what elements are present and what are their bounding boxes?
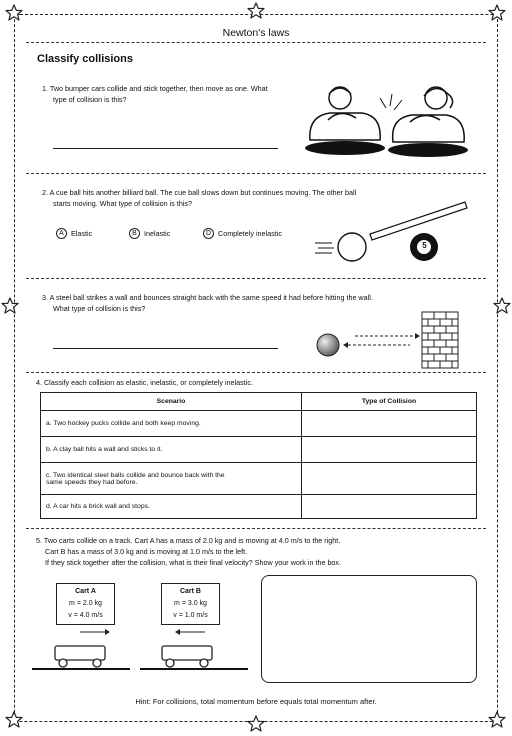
option-a-letter: A: [56, 228, 67, 239]
question-5-line3: If they stick together after the collision, what is their final velocity? Show your work in the box.: [45, 558, 342, 567]
star-icon: [489, 712, 505, 727]
cart-a-velocity: v = 4.0 m/s: [68, 612, 103, 619]
carts-on-track-illustration: [30, 625, 250, 675]
billiard-ball-number: 5: [422, 241, 427, 250]
question-1-line2: type of collision is this?: [53, 95, 127, 104]
option-d[interactable]: [203, 228, 282, 239]
table-cell-answer[interactable]: [302, 495, 477, 519]
star-icon: [2, 298, 18, 313]
option-a-label: Elastic: [71, 229, 93, 238]
scenario-text: a. Two hockey pucks collide and both keep moving.: [46, 420, 201, 427]
question-3-line1: 3. A steel ball strikes a wall and bounces straight back with the same speed it had before hitting the wall.: [42, 293, 373, 302]
cart-a-info: [56, 583, 115, 625]
table-row: [41, 463, 477, 495]
scenario-text: d. A car hits a brick wall and stops.: [46, 503, 150, 510]
option-a[interactable]: [56, 228, 92, 239]
star-icon: [6, 5, 22, 20]
section-divider: [26, 528, 486, 529]
cart-a-mass: m = 2.0 kg: [69, 600, 102, 607]
question-1: [42, 83, 268, 105]
star-icon: [489, 5, 505, 20]
cart-b-info: [161, 583, 220, 625]
cart-b-velocity: v = 1.0 m/s: [173, 612, 208, 619]
table-header-row: [41, 393, 477, 411]
work-box[interactable]: [261, 575, 477, 683]
star-icon: [248, 716, 264, 731]
option-b-label: Inelastic: [144, 229, 171, 238]
question-5: [36, 535, 341, 568]
scenario-text: b. A clay ball hits a wall and sticks to it.: [46, 446, 163, 453]
answer-line-3[interactable]: [53, 348, 278, 349]
arrow-left-icon: [175, 629, 180, 635]
cart-b-name: Cart B: [179, 588, 201, 595]
table-cell-answer[interactable]: [302, 411, 477, 437]
answer-line-1[interactable]: [53, 148, 278, 149]
steel-ball-wall-illustration: [310, 308, 460, 370]
option-b[interactable]: [129, 228, 170, 239]
section-divider: [26, 173, 486, 174]
scenario-text: c. Two identical steel balls collide and bounce back with the: [46, 471, 225, 479]
cart-b-mass: m = 3.0 kg: [174, 600, 207, 607]
section-divider: [26, 372, 486, 373]
question-5-line1: 5. Two carts collide on a track. Cart A has a mass of 2.0 kg and is moving at 4.0 m/s to the right.: [36, 536, 341, 545]
question-1-line1: 1. Two bumper cars collide and stick together, then move as one. What: [42, 84, 268, 93]
hint-text: Hint: For collisions, total momentum before equals total momentum after.: [135, 697, 377, 706]
star-icon: [248, 3, 264, 18]
table-cell-answer[interactable]: [302, 463, 477, 495]
table-row: [41, 437, 477, 463]
cart-a-name: Cart A: [75, 588, 96, 595]
page-title: Newton's laws: [222, 27, 290, 39]
classification-table: [40, 392, 477, 519]
table-cell-scenario: [41, 463, 302, 495]
table-cell-scenario: [41, 411, 302, 437]
billiard-illustration: [310, 200, 475, 265]
table-header-scenario: Scenario: [41, 393, 302, 411]
table-row: [41, 495, 477, 519]
title-divider: [26, 42, 486, 43]
bumper-cars-illustration: [300, 78, 480, 163]
table-cell-scenario: [41, 495, 302, 519]
table-cell-answer[interactable]: [302, 437, 477, 463]
star-icon: [6, 712, 22, 727]
section-divider: [26, 278, 486, 279]
star-icon: [494, 298, 510, 313]
question-3-line2: What type of collision is this?: [53, 304, 146, 313]
question-4-prompt: 4. Classify each collision as elastic, inelastic, or completely inelastic.: [36, 378, 253, 387]
option-b-letter: B: [129, 228, 140, 239]
table-header-type: Type of Collision: [302, 393, 477, 411]
option-d-letter: D: [203, 228, 214, 239]
option-d-label: Completely inelastic: [218, 229, 282, 238]
section-title: Classify collisions: [37, 53, 133, 65]
table-row: [41, 411, 477, 437]
question-2-line2: starts moving. What type of collision is this?: [53, 199, 193, 208]
arrow-right-icon: [105, 629, 110, 635]
question-5-line2: Cart B has a mass of 3.0 kg and is moving at 1.0 m/s to the left.: [45, 547, 248, 556]
table-cell-scenario: [41, 437, 302, 463]
scenario-text-continued: same speeds they had before.: [46, 478, 138, 486]
question-2-line1: 2. A cue ball hits another billiard ball. The cue ball slows down but continues moving. The other ball: [42, 188, 357, 197]
